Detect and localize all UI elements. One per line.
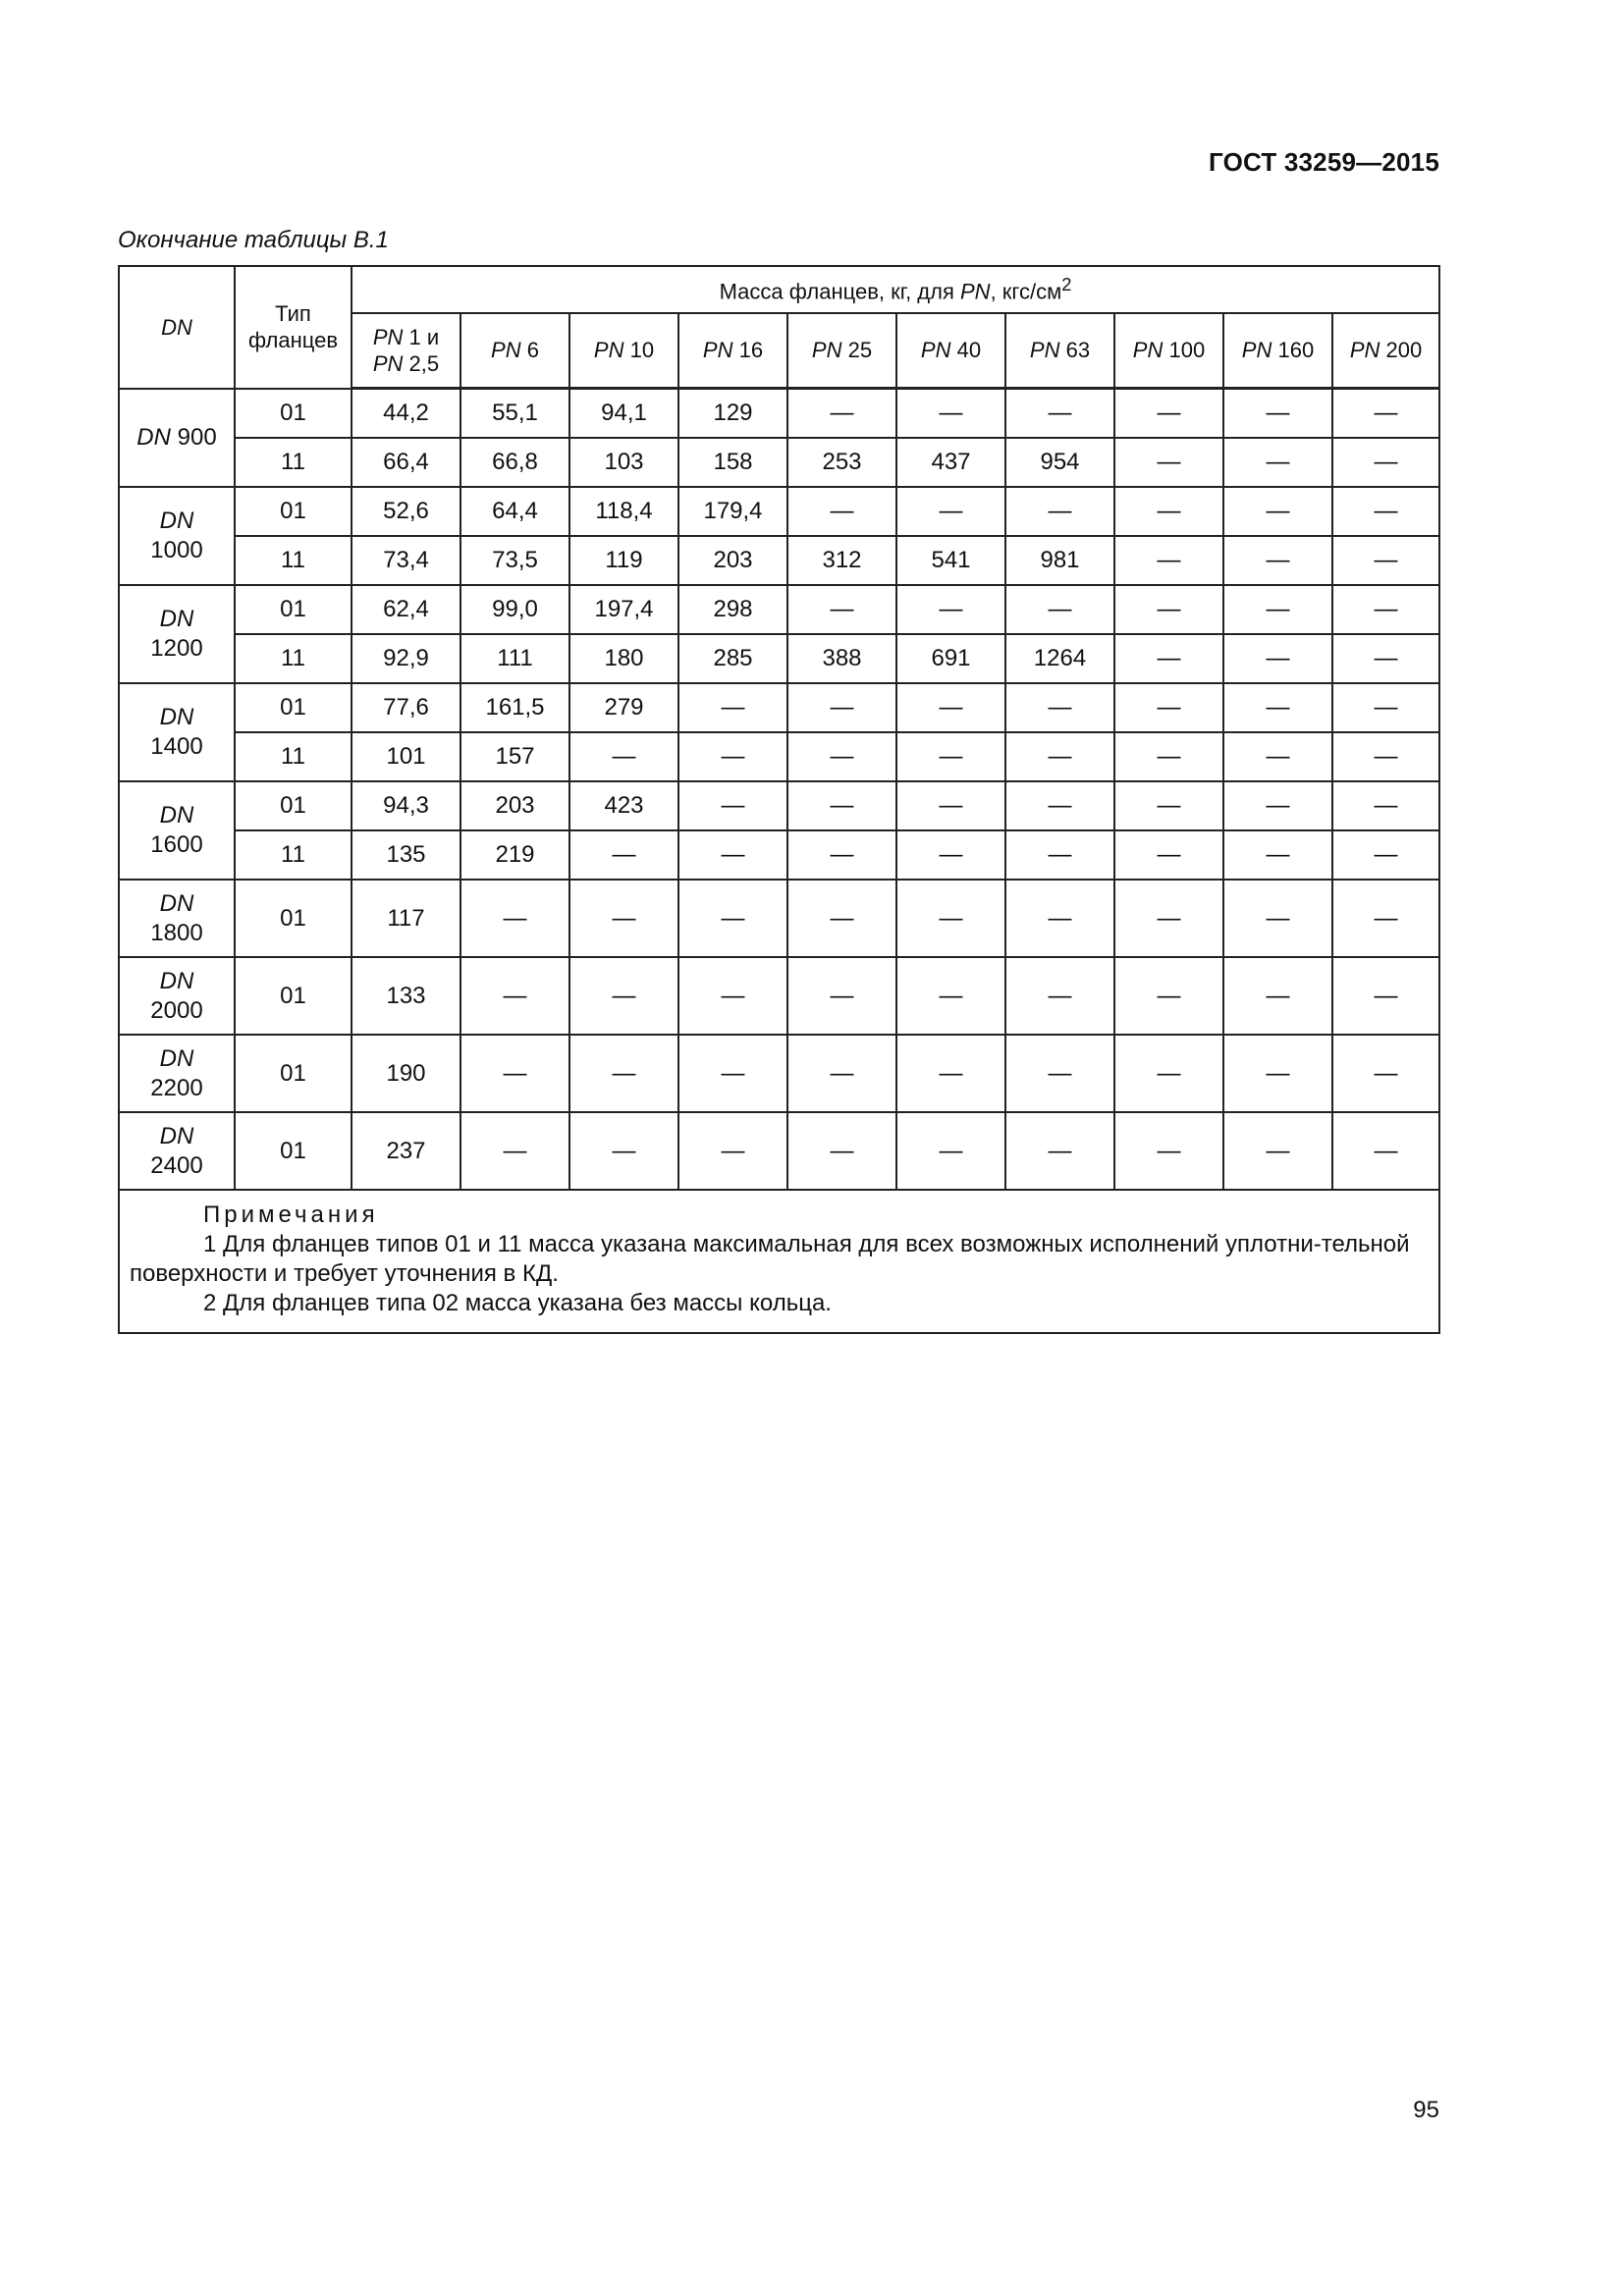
mass-cell: 954 xyxy=(1005,438,1114,487)
mass-cell: — xyxy=(1223,1035,1332,1112)
mass-cell: 117 xyxy=(352,880,460,957)
mass-cell: — xyxy=(1223,634,1332,683)
mass-cell: — xyxy=(460,1035,569,1112)
mass-cell: — xyxy=(1332,957,1439,1035)
mass-cell: — xyxy=(896,781,1005,830)
mass-cell: 161,5 xyxy=(460,683,569,732)
flange-type-cell: 01 xyxy=(235,1035,352,1112)
mass-cell: 73,4 xyxy=(352,536,460,585)
mass-cell: — xyxy=(896,830,1005,880)
mass-cell: — xyxy=(896,1112,1005,1190)
header-pn-column: PN 160 xyxy=(1223,313,1332,389)
mass-cell: — xyxy=(678,957,787,1035)
flange-type-cell: 11 xyxy=(235,830,352,880)
mass-cell: — xyxy=(678,781,787,830)
table-row xyxy=(119,634,1439,683)
mass-cell: 133 xyxy=(352,957,460,1035)
note-item: 2 Для фланцев типа 02 масса указана без массы кольца. xyxy=(203,1290,832,1316)
mass-cell: 388 xyxy=(787,634,896,683)
mass-cell: 99,0 xyxy=(460,585,569,634)
mass-cell: 103 xyxy=(569,438,678,487)
mass-cell: 129 xyxy=(678,389,787,439)
mass-cell: — xyxy=(1114,1112,1223,1190)
mass-cell: — xyxy=(1223,487,1332,536)
mass-cell: — xyxy=(787,389,896,439)
dn-cell: DN 1400 xyxy=(119,683,235,781)
flange-type-cell: 01 xyxy=(235,957,352,1035)
mass-cell: 52,6 xyxy=(352,487,460,536)
mass-cell: 94,3 xyxy=(352,781,460,830)
mass-cell: 73,5 xyxy=(460,536,569,585)
mass-cell: 66,4 xyxy=(352,438,460,487)
mass-cell: 179,4 xyxy=(678,487,787,536)
mass-cell: 541 xyxy=(896,536,1005,585)
table-row xyxy=(119,389,1439,439)
mass-cell: 219 xyxy=(460,830,569,880)
mass-cell: 94,1 xyxy=(569,389,678,439)
flange-type-cell: 11 xyxy=(235,536,352,585)
mass-cell: — xyxy=(1332,585,1439,634)
mass-cell: — xyxy=(1005,732,1114,781)
dn-cell: DN 2200 xyxy=(119,1035,235,1112)
note-item: 1 Для фланцев типов 01 и 11 масса указана максимальная для всех возможных исполнений уплотни-тельной поверхности и требует уточнения в КД. xyxy=(130,1231,1410,1287)
mass-cell: — xyxy=(1223,438,1332,487)
mass-cell: — xyxy=(1332,438,1439,487)
mass-cell: 203 xyxy=(678,536,787,585)
mass-cell: — xyxy=(787,957,896,1035)
header-flange-type: Тип фланцев xyxy=(235,266,352,389)
mass-cell: — xyxy=(1332,1112,1439,1190)
mass-cell: — xyxy=(569,957,678,1035)
mass-cell: 64,4 xyxy=(460,487,569,536)
flange-type-cell: 01 xyxy=(235,880,352,957)
mass-cell: — xyxy=(1332,634,1439,683)
notes-cell xyxy=(119,1190,1439,1333)
table-row xyxy=(119,957,1439,1035)
header-pn-column: PN 16 xyxy=(678,313,787,389)
mass-cell: — xyxy=(1005,1035,1114,1112)
mass-cell: 111 xyxy=(460,634,569,683)
mass-cell: — xyxy=(787,1112,896,1190)
mass-cell: — xyxy=(1005,880,1114,957)
mass-cell: — xyxy=(678,683,787,732)
mass-cell: — xyxy=(1114,830,1223,880)
mass-cell: 118,4 xyxy=(569,487,678,536)
mass-cell: — xyxy=(1332,536,1439,585)
mass-cell: — xyxy=(896,880,1005,957)
mass-cell: — xyxy=(1114,487,1223,536)
mass-cell: — xyxy=(569,1112,678,1190)
table-row xyxy=(119,880,1439,957)
mass-cell: — xyxy=(1114,781,1223,830)
mass-cell: — xyxy=(1332,830,1439,880)
mass-cell: — xyxy=(787,830,896,880)
mass-cell: 135 xyxy=(352,830,460,880)
flange-type-cell: 01 xyxy=(235,389,352,439)
mass-cell: — xyxy=(1005,487,1114,536)
mass-cell: — xyxy=(787,781,896,830)
header-pn-column: PN 6 xyxy=(460,313,569,389)
flange-mass-table xyxy=(118,265,1440,1334)
mass-cell: 92,9 xyxy=(352,634,460,683)
mass-cell: — xyxy=(1223,957,1332,1035)
mass-cell: 981 xyxy=(1005,536,1114,585)
dn-cell: DN 2000 xyxy=(119,957,235,1035)
header-mass: Масса фланцев, кг, для PN, кгс/$см^2$ xyxy=(352,266,1439,313)
mass-cell: — xyxy=(1332,880,1439,957)
mass-cell: — xyxy=(1223,1112,1332,1190)
table-row xyxy=(119,732,1439,781)
header-pn-column: PN 1 и PN 2,5 xyxy=(352,313,460,389)
table-row xyxy=(119,585,1439,634)
dn-cell: DN 1600 xyxy=(119,781,235,880)
mass-cell: — xyxy=(1114,585,1223,634)
mass-cell: 279 xyxy=(569,683,678,732)
header-dn: DN xyxy=(119,266,235,389)
mass-cell: 197,4 xyxy=(569,585,678,634)
mass-cell: 55,1 xyxy=(460,389,569,439)
mass-cell: 1264 xyxy=(1005,634,1114,683)
header-pn-column: PN 200 xyxy=(1332,313,1439,389)
mass-cell: 423 xyxy=(569,781,678,830)
mass-cell: — xyxy=(1005,830,1114,880)
header-pn-column: PN 40 xyxy=(896,313,1005,389)
dn-cell: DN 1800 xyxy=(119,880,235,957)
mass-cell: — xyxy=(569,880,678,957)
mass-cell: — xyxy=(1332,683,1439,732)
mass-cell: — xyxy=(1332,487,1439,536)
mass-cell: — xyxy=(896,487,1005,536)
document-standard-number: ГОСТ 33259—2015 xyxy=(1209,147,1439,177)
page-number: 95 xyxy=(1413,2097,1439,2123)
mass-cell: 237 xyxy=(352,1112,460,1190)
flange-type-cell: 01 xyxy=(235,683,352,732)
mass-cell: — xyxy=(1223,781,1332,830)
mass-cell: — xyxy=(1005,1112,1114,1190)
mass-cell: 62,4 xyxy=(352,585,460,634)
mass-cell: 157 xyxy=(460,732,569,781)
mass-cell: — xyxy=(1332,389,1439,439)
table-row xyxy=(119,830,1439,880)
mass-cell: — xyxy=(569,732,678,781)
notes-title: Примечания xyxy=(203,1201,379,1228)
mass-cell: 77,6 xyxy=(352,683,460,732)
mass-cell: — xyxy=(1114,957,1223,1035)
mass-cell: — xyxy=(787,683,896,732)
mass-cell: — xyxy=(787,585,896,634)
mass-cell: — xyxy=(460,1112,569,1190)
mass-cell: — xyxy=(678,732,787,781)
mass-cell: — xyxy=(1114,732,1223,781)
mass-cell: — xyxy=(1332,781,1439,830)
mass-cell: — xyxy=(1005,781,1114,830)
mass-cell: — xyxy=(1223,683,1332,732)
mass-cell: — xyxy=(896,389,1005,439)
mass-cell: — xyxy=(678,1035,787,1112)
table-row xyxy=(119,1035,1439,1112)
mass-cell: — xyxy=(1114,683,1223,732)
mass-cell: — xyxy=(1005,957,1114,1035)
mass-cell: — xyxy=(678,880,787,957)
mass-cell: — xyxy=(678,830,787,880)
table-row xyxy=(119,487,1439,536)
flange-type-cell: 11 xyxy=(235,438,352,487)
table-row xyxy=(119,683,1439,732)
mass-cell: — xyxy=(896,957,1005,1035)
mass-cell: — xyxy=(1223,536,1332,585)
mass-cell: — xyxy=(460,957,569,1035)
mass-cell: — xyxy=(569,830,678,880)
flange-type-cell: 01 xyxy=(235,487,352,536)
mass-cell: 180 xyxy=(569,634,678,683)
mass-cell: — xyxy=(1223,732,1332,781)
table-row xyxy=(119,781,1439,830)
mass-cell: 253 xyxy=(787,438,896,487)
mass-cell: — xyxy=(1332,732,1439,781)
mass-cell: — xyxy=(1223,880,1332,957)
header-pn-column: PN 100 xyxy=(1114,313,1223,389)
mass-cell: 285 xyxy=(678,634,787,683)
dn-cell: DN 900 xyxy=(119,389,235,488)
header-pn-column: PN 25 xyxy=(787,313,896,389)
mass-cell: — xyxy=(1114,389,1223,439)
mass-cell: — xyxy=(1114,634,1223,683)
mass-cell: — xyxy=(896,1035,1005,1112)
mass-cell: — xyxy=(1332,1035,1439,1112)
flange-type-cell: 11 xyxy=(235,732,352,781)
table-caption: Окончание таблицы В.1 xyxy=(118,227,389,253)
flange-type-cell: 01 xyxy=(235,1112,352,1190)
mass-cell: — xyxy=(1114,880,1223,957)
mass-cell: — xyxy=(1223,585,1332,634)
dn-cell: DN 1000 xyxy=(119,487,235,585)
mass-cell: — xyxy=(896,585,1005,634)
mass-cell: — xyxy=(1114,438,1223,487)
mass-cell: 66,8 xyxy=(460,438,569,487)
mass-cell: — xyxy=(1005,585,1114,634)
mass-cell: — xyxy=(1005,683,1114,732)
mass-cell: — xyxy=(1005,389,1114,439)
notes-row xyxy=(119,1190,1439,1333)
mass-cell: 190 xyxy=(352,1035,460,1112)
dn-cell: DN 1200 xyxy=(119,585,235,683)
table-row xyxy=(119,536,1439,585)
mass-cell: — xyxy=(787,732,896,781)
mass-cell: — xyxy=(787,880,896,957)
mass-cell: — xyxy=(1114,536,1223,585)
flange-type-cell: 11 xyxy=(235,634,352,683)
mass-cell: 298 xyxy=(678,585,787,634)
mass-cell: — xyxy=(678,1112,787,1190)
dn-cell: DN 2400 xyxy=(119,1112,235,1190)
mass-cell: 44,2 xyxy=(352,389,460,439)
header-pn-column: PN 10 xyxy=(569,313,678,389)
flange-type-cell: 01 xyxy=(235,781,352,830)
flange-type-cell: 01 xyxy=(235,585,352,634)
mass-cell: 101 xyxy=(352,732,460,781)
mass-cell: — xyxy=(1223,389,1332,439)
mass-cell: 158 xyxy=(678,438,787,487)
mass-cell: 691 xyxy=(896,634,1005,683)
mass-cell: — xyxy=(569,1035,678,1112)
mass-cell: — xyxy=(1223,830,1332,880)
table-row xyxy=(119,1112,1439,1190)
mass-cell: 119 xyxy=(569,536,678,585)
mass-cell: — xyxy=(460,880,569,957)
mass-cell: 437 xyxy=(896,438,1005,487)
mass-cell: — xyxy=(787,487,896,536)
mass-cell: — xyxy=(896,732,1005,781)
header-pn-column: PN 63 xyxy=(1005,313,1114,389)
mass-cell: 312 xyxy=(787,536,896,585)
mass-cell: 203 xyxy=(460,781,569,830)
mass-cell: — xyxy=(787,1035,896,1112)
table-row xyxy=(119,438,1439,487)
mass-cell: — xyxy=(1114,1035,1223,1112)
mass-cell: — xyxy=(896,683,1005,732)
